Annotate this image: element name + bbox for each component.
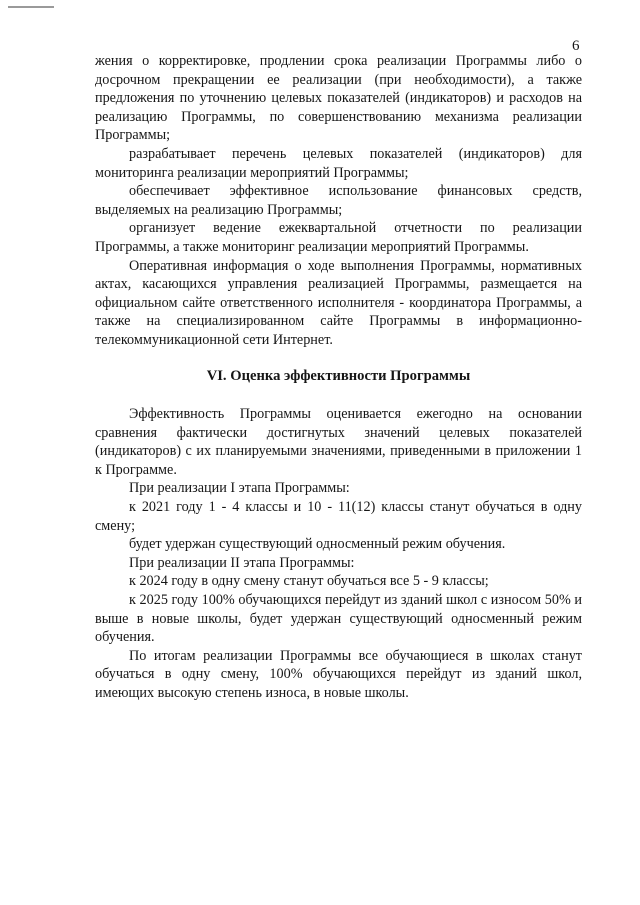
paragraph-stage-2-title: При реализации II этапа Программы: bbox=[129, 554, 355, 571]
paragraph-reporting: организует ведение ежеквартальной отчетности по реализации Программы, а также мониторинг реализации мероприятий Программы. bbox=[95, 220, 582, 255]
section-heading: VI. Оценка эффективности Программы bbox=[206, 368, 471, 384]
paragraph-results: По итогам реализации Программы все обучающиеся в школах станут обучаться в одну смену, 100% обучающихся перейдут из зданий школ, имеющих высокую степень износа, в новые школы. bbox=[95, 647, 582, 701]
paragraph-stage-1-item-2: будет удержан существующий односменный режим обучения. bbox=[129, 536, 506, 553]
paragraph-evaluation: Эффективность Программы оценивается ежегодно на основании сравнения фактически достигнутых значений целевых показателей (индикаторов) с их планируемыми значениями, приведенными в приложении 1 к Программе. bbox=[95, 406, 582, 478]
paragraph-operational-info: Оперативная информация о ходе выполнения Программы, нормативных актах, касающихся управления реализацией Программы, размещается на официальном сайте ответственного исполнителя - координатора Программы, а также на специализированном сайте Программы в информационно-телекоммуникационной сети Интернет. bbox=[95, 257, 582, 348]
page-number: 6 bbox=[572, 38, 580, 54]
paragraph-finance: обеспечивает эффективное использование финансовых средств, выделяемых на реализацию Программы; bbox=[95, 183, 582, 218]
section-text-block bbox=[95, 405, 582, 703]
paragraph-stage-2-item-2: к 2025 году 100% обучающихся перейдут из зданий школ с износом 50% и выше в новые школы, будет удержан существующий односменный режим обучения. bbox=[95, 591, 582, 646]
top-text-block bbox=[95, 52, 582, 350]
paragraph-stage-1-item-1: к 2021 году 1 - 4 классы и 10 - 11(12) классы станут обучаться в одну смену; bbox=[95, 498, 582, 534]
paragraph-indicators: разрабатывает перечень целевых показателей (индикаторов) для мониторинга реализации мероприятий Программы; bbox=[95, 145, 582, 181]
paragraph-stage-2-item-1: к 2024 году в одну смену станут обучаться все 5 - 9 классы; bbox=[129, 573, 489, 590]
scan-edge-mark bbox=[8, 6, 54, 8]
paragraph-stage-1-title: При реализации I этапа Программы: bbox=[129, 480, 350, 497]
paragraph-continuation: жения о корректировке, продлении срока реализации Программы либо о досрочном прекращении ее реализации (при необходимости), а также предложения по уточнению целевых показателей (индикаторов) и расходов на реализацию Программы, по совершенствованию механизма реализации Программы; bbox=[95, 53, 582, 144]
